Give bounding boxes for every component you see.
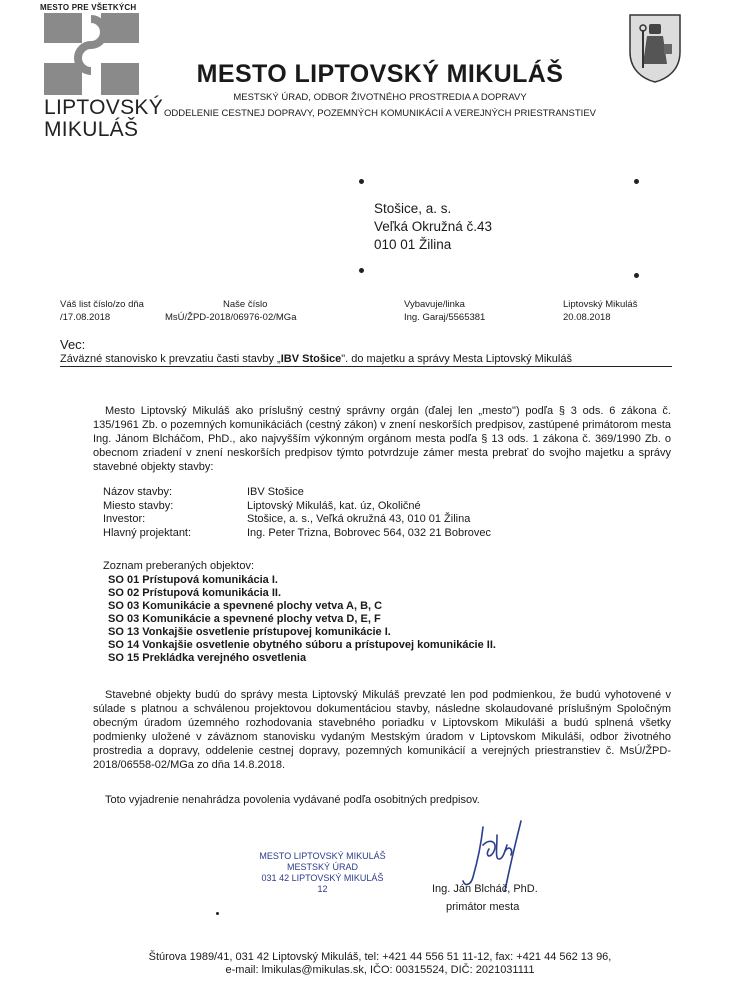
recipient-line-2: Veľká Okružná č.43 <box>374 219 492 234</box>
footer-contact <box>60 951 700 977</box>
window-corner-mark <box>359 179 364 184</box>
info-label: Názov stavby: <box>103 486 173 498</box>
info-value: Ing. Peter Trizna, Bobrovec 564, 032 21 Bobrovec <box>247 526 491 539</box>
date-value: 20.08.2018 <box>563 312 611 323</box>
our-number-ref <box>165 298 296 324</box>
objects-title: Zoznam preberaných objektov: <box>103 560 255 572</box>
info-label: Miesto stavby: <box>103 499 174 512</box>
list-item: SO 14 Vonkajšie osvetlenie obytného súboru a prístupovej komunikácie II. <box>108 639 496 651</box>
recipient-line-3: 010 01 Žilina <box>374 237 452 252</box>
handled-label: Vybavuje/linka <box>404 299 465 310</box>
intro-paragraph: Mesto Liptovský Mikuláš ako príslušný cestný správny orgán (ďalej len „mesto") podľa § 3 ods. 6 zákona č. 135/1961 Zb. o pozemných komunikáciách (cestný zákon) v znení neskorších predpisov, zastúpené primátorom mesta Ing. Jánom Blcháčom, PhD., ako najvyšším výkonným orgánom mesta podľa § 13 ods. 1 zákona č. 369/1990 Zb. o obecnom zriadení v znení neskorších predpisov týmto potvrdzuje zámer mesta prebrať do svojho majetku a správy stavebné objekty stavby: <box>93 405 671 473</box>
subject-line <box>60 353 672 367</box>
your-letter-value: /17.08.2018 <box>60 312 111 323</box>
list-item: SO 02 Prístupová komunikácia II. <box>108 587 282 599</box>
conditions-paragraph: Stavebné objekty budú do správy mesta Liptovský Mikuláš prevzaté len pod podmienkou, že budú vyhotovené v súlade s platnou a schválenou projektovou dokumentáciou stavby, následne skolaudované príslušným Spoločným obecným úradom územného rozhodovania stavebného poriadku v Liptovskom Mikuláši a budú splnená všetky podmienky uložené v záväznom stanovisku vydaným Mestským úradom v Liptovskom Mikuláši, odbor životného prostredia a dopravy, oddelenie cestnej dopravy, pozemných komunikácií a verejných priestranstiev č. MsÚ/ŽPD-2018/06558-02/MGa zo dňa 14.8.2018. <box>93 689 671 771</box>
stamp-mark <box>216 912 219 915</box>
project-info-table <box>103 486 491 540</box>
logo-tagline: MESTO PRE VŠETKÝCH <box>40 3 137 12</box>
info-row <box>103 486 491 500</box>
subject-label: Vec: <box>60 337 86 352</box>
division-subtitle: ODDELENIE CESTNEJ DOPRAVY, POZEMNÝCH KOMUNIKÁCIÍ A VEREJNÝCH PRIESTRANSTIEV <box>164 108 596 119</box>
objects-list <box>108 574 496 665</box>
info-label: Investor: <box>103 513 146 525</box>
footer-line-1: Štúrova 1989/41, 031 42 Liptovský Mikuláš, tel: +421 44 556 51 11-12, fax: +421 44 562 13 96, <box>148 951 612 963</box>
disclaimer-paragraph: Toto vyjadrenie nenahrádza povolenia vydávané podľa osobitných predpisov. <box>105 794 480 806</box>
info-row <box>103 527 491 541</box>
office-stamp <box>225 851 420 895</box>
logo-wordmark <box>44 97 163 141</box>
page-title: MESTO LIPTOVSKÝ MIKULÁŠ <box>196 60 564 88</box>
list-item: SO 13 Vonkajšie osvetlenie prístupovej komunikácie I. <box>108 626 391 638</box>
place-date-ref <box>563 298 637 324</box>
list-item: SO 03 Komunikácie a spevnené plochy vetva D, E, F <box>108 613 381 625</box>
handled-value: Ing. Garaj/5565381 <box>404 312 486 323</box>
list-item: SO 01 Prístupová komunikácia I. <box>108 574 278 586</box>
info-label: Hlavný projektant: <box>103 526 192 539</box>
coat-of-arms-icon <box>627 12 683 84</box>
signatory-name: Ing. Ján Blcháč, PhD. <box>432 883 538 895</box>
signatory-role: primátor mesta <box>446 901 520 913</box>
your-letter-ref <box>60 298 144 324</box>
our-number-value: MsÚ/ŽPD-2018/06976-02/MGa <box>165 312 297 323</box>
stamp-line-2: MESTSKÝ ÚRAD <box>286 862 358 872</box>
stamp-line-3: 031 42 LIPTOVSKÝ MIKULÁŠ <box>261 873 384 883</box>
handled-by-ref <box>404 298 485 324</box>
subject-bold: IBV Stošice <box>280 353 342 365</box>
recipient-line-1: Stošice, a. s. <box>374 201 452 216</box>
list-item: SO 03 Komunikácie a spevnené plochy vetva A, B, C <box>108 600 383 612</box>
logo-line-1: LIPTOVSKÝ <box>44 96 164 119</box>
logo-line-2: MIKULÁŠ <box>44 118 139 141</box>
stamp-line-1: MESTO LIPTOVSKÝ MIKULÁŠ <box>259 851 386 861</box>
place-label: Liptovský Mikuláš <box>563 299 638 310</box>
subject-suffix: ". do majetku a správy Mesta Liptovský Mikuláš <box>341 353 572 365</box>
window-corner-mark <box>634 273 639 278</box>
stamp-line-4: 12 <box>317 884 328 894</box>
footer-line-2: e-mail: lmikulas@mikulas.sk, IČO: 00315524, DIČ: 2021031111 <box>225 964 535 976</box>
city-logo-icon <box>44 13 139 95</box>
window-corner-mark <box>634 179 639 184</box>
info-value: Liptovský Mikuláš, kat. úz, Okoličné <box>247 499 421 512</box>
info-value: Stošice, a. s., Veľká okružná 43, 010 01 Žilina <box>247 513 471 525</box>
info-row <box>103 500 491 514</box>
signatory-block <box>432 880 538 916</box>
our-number-label: Naše číslo <box>223 299 268 310</box>
window-corner-mark <box>359 268 364 273</box>
department-subtitle: MESTSKÝ ÚRAD, ODBOR ŽIVOTNÉHO PROSTREDIA A DOPRAVY <box>233 92 527 103</box>
list-item: SO 15 Prekládka verejného osvetlenia <box>108 652 307 664</box>
subject-prefix: Záväzné stanovisko k prevzatiu časti stavby „ <box>60 353 281 365</box>
info-value: IBV Stošice <box>247 486 304 498</box>
info-row <box>103 513 491 527</box>
your-letter-label: Váš list číslo/zo dňa <box>60 299 144 310</box>
recipient-address <box>374 200 492 254</box>
